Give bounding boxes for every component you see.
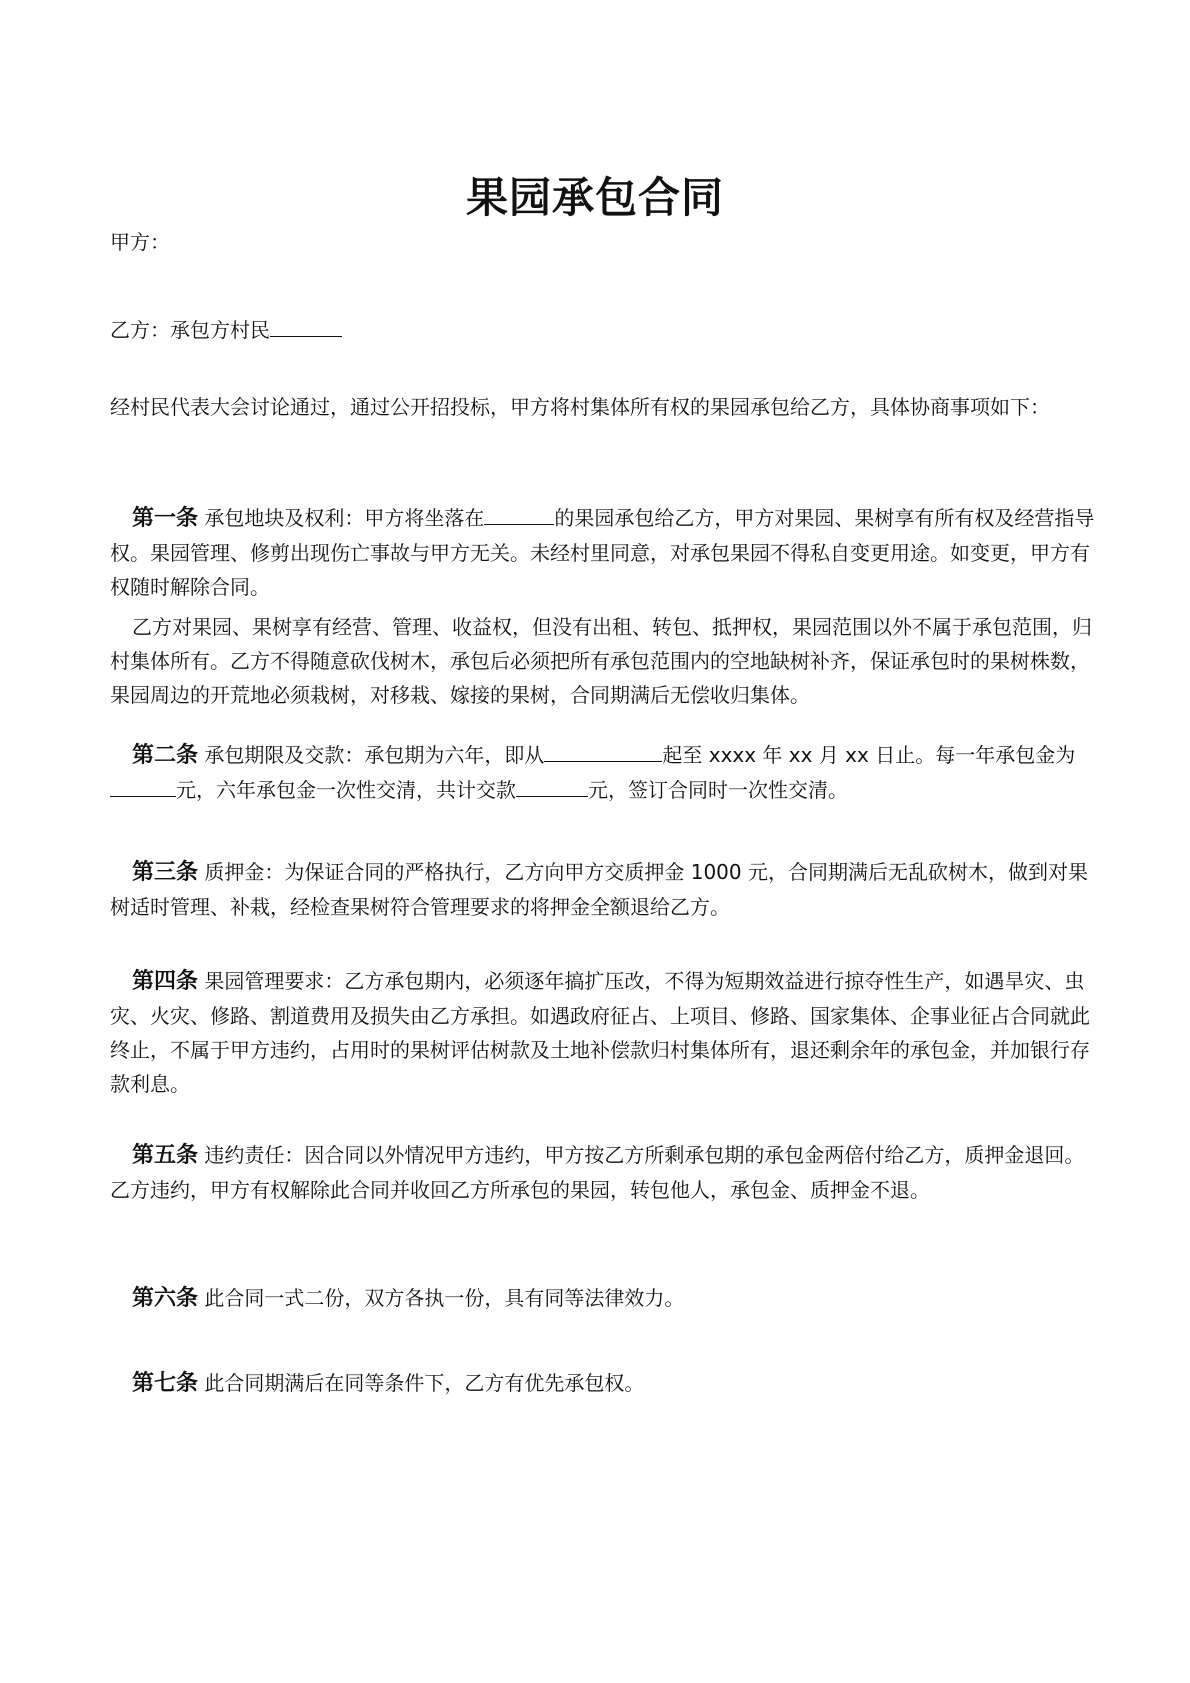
- article-4-text: 果园管理要求：乙方承包期内，必须逐年搞扩压改，不得为短期效益进行掠夺性生产，如遇旱灾、虫灾、火灾、修路、割道费用及损失由乙方承担。如遇政府征占、上项目、修路、国家集体、企事业征占合同就此终止，不属于甲方违约，占用时的果树评估树款及土地补偿款归村集体所有，退还剩余年的承包金，并加银行存款利息。: [110, 969, 1090, 1096]
- total-amount-blank: [516, 774, 588, 797]
- party-b-line: [110, 314, 342, 344]
- article-2-text-a: 承包期限及交款：承包期为六年，即从: [198, 743, 545, 767]
- article-2-text-c: 元，六年承包金一次性交清，共计交款: [176, 778, 516, 802]
- article-2-text-d: 元，签订合同时一次性交清。: [588, 778, 848, 802]
- article-7-paragraph: [110, 1366, 1095, 1401]
- article-1-paragraph-1: [110, 501, 1095, 604]
- article-7-title: 第七条: [132, 1371, 199, 1396]
- party-b-label: 乙方：承包方村民: [110, 318, 270, 342]
- blank-field: [270, 314, 342, 337]
- article-6-text: 此合同一式二份，双方各执一份，具有同等法律效力。: [198, 1286, 685, 1310]
- article-2-title: 第二条: [132, 743, 199, 768]
- start-date-blank: [544, 739, 662, 762]
- article-4: [110, 964, 1095, 1101]
- article-7: [110, 1366, 1095, 1401]
- article-1-text-b: 的果园承包给乙方，甲方对果园、果树享有所有权及经营指导权。果园管理、修剪出现伤亡事故与甲方无关。未经村里同意，对承包果园不得私自变更用途。如变更，甲方有权随时解除合同。: [110, 506, 1095, 599]
- party-a-line: [110, 228, 170, 256]
- intro-text: 经村民代表大会讨论通过，通过公开招投标，甲方将村集体所有权的果园承包给乙方，具体协商事项如下：: [110, 395, 1050, 419]
- article-2-paragraph: [110, 738, 1095, 807]
- article-5: [110, 1138, 1095, 1207]
- article-3-paragraph: [110, 855, 1095, 924]
- article-3-text: 质押金：为保证合同的严格执行，乙方向甲方交质押金 1000 元，合同期满后无乱砍树木，做到对果树适时管理、补栽，经检查果树符合管理要求的将押金全额退给乙方。: [110, 860, 1088, 919]
- article-3-title: 第三条: [132, 860, 199, 885]
- article-1-title: 第一条: [132, 506, 199, 531]
- intro-paragraph: [110, 390, 1095, 424]
- article-5-text: 违约责任：因合同以外情况甲方违约，甲方按乙方所剩承包期的承包金两倍付给乙方，质押金退回。乙方违约，甲方有权解除此合同并收回乙方所承包的果园，转包他人，承包金、质押金不退。: [110, 1143, 1085, 1202]
- article-2: [110, 738, 1095, 807]
- article-1: [110, 501, 1095, 712]
- article-6: [110, 1281, 1095, 1316]
- article-1-paragraph-2: 乙方对果园、果树享有经营、管理、收益权，但没有出租、转包、抵押权，果园范围以外不属于承包范围，归村集体所有。乙方不得随意砍伐树木，承包后必须把所有承包范围内的空地缺树补齐，保证承包时的果树株数，果园周边的开荒地必须栽树，对移栽、嫁接的果树，合同期满后无偿收归集体。: [110, 615, 1092, 707]
- article-4-title: 第四条: [132, 969, 199, 994]
- location-blank: [484, 502, 554, 525]
- article-6-title: 第六条: [132, 1286, 199, 1311]
- document-title: 果园承包合同: [465, 173, 724, 222]
- article-2-text-b: 起至 xxxx 年 xx 月 xx 日止。每一年承包金为: [662, 743, 1076, 767]
- article-5-title: 第五条: [132, 1143, 199, 1168]
- article-7-text: 此合同期满后在同等条件下，乙方有优先承包权。: [198, 1371, 645, 1395]
- article-3: [110, 855, 1095, 924]
- party-a-label: 甲方：: [110, 230, 170, 254]
- yearly-amount-blank: [110, 774, 176, 797]
- article-1-text-a: 承包地块及权利：甲方将坐落在: [198, 506, 485, 530]
- article-5-paragraph: [110, 1138, 1095, 1207]
- article-6-paragraph: [110, 1281, 1095, 1316]
- article-4-paragraph: [110, 964, 1095, 1101]
